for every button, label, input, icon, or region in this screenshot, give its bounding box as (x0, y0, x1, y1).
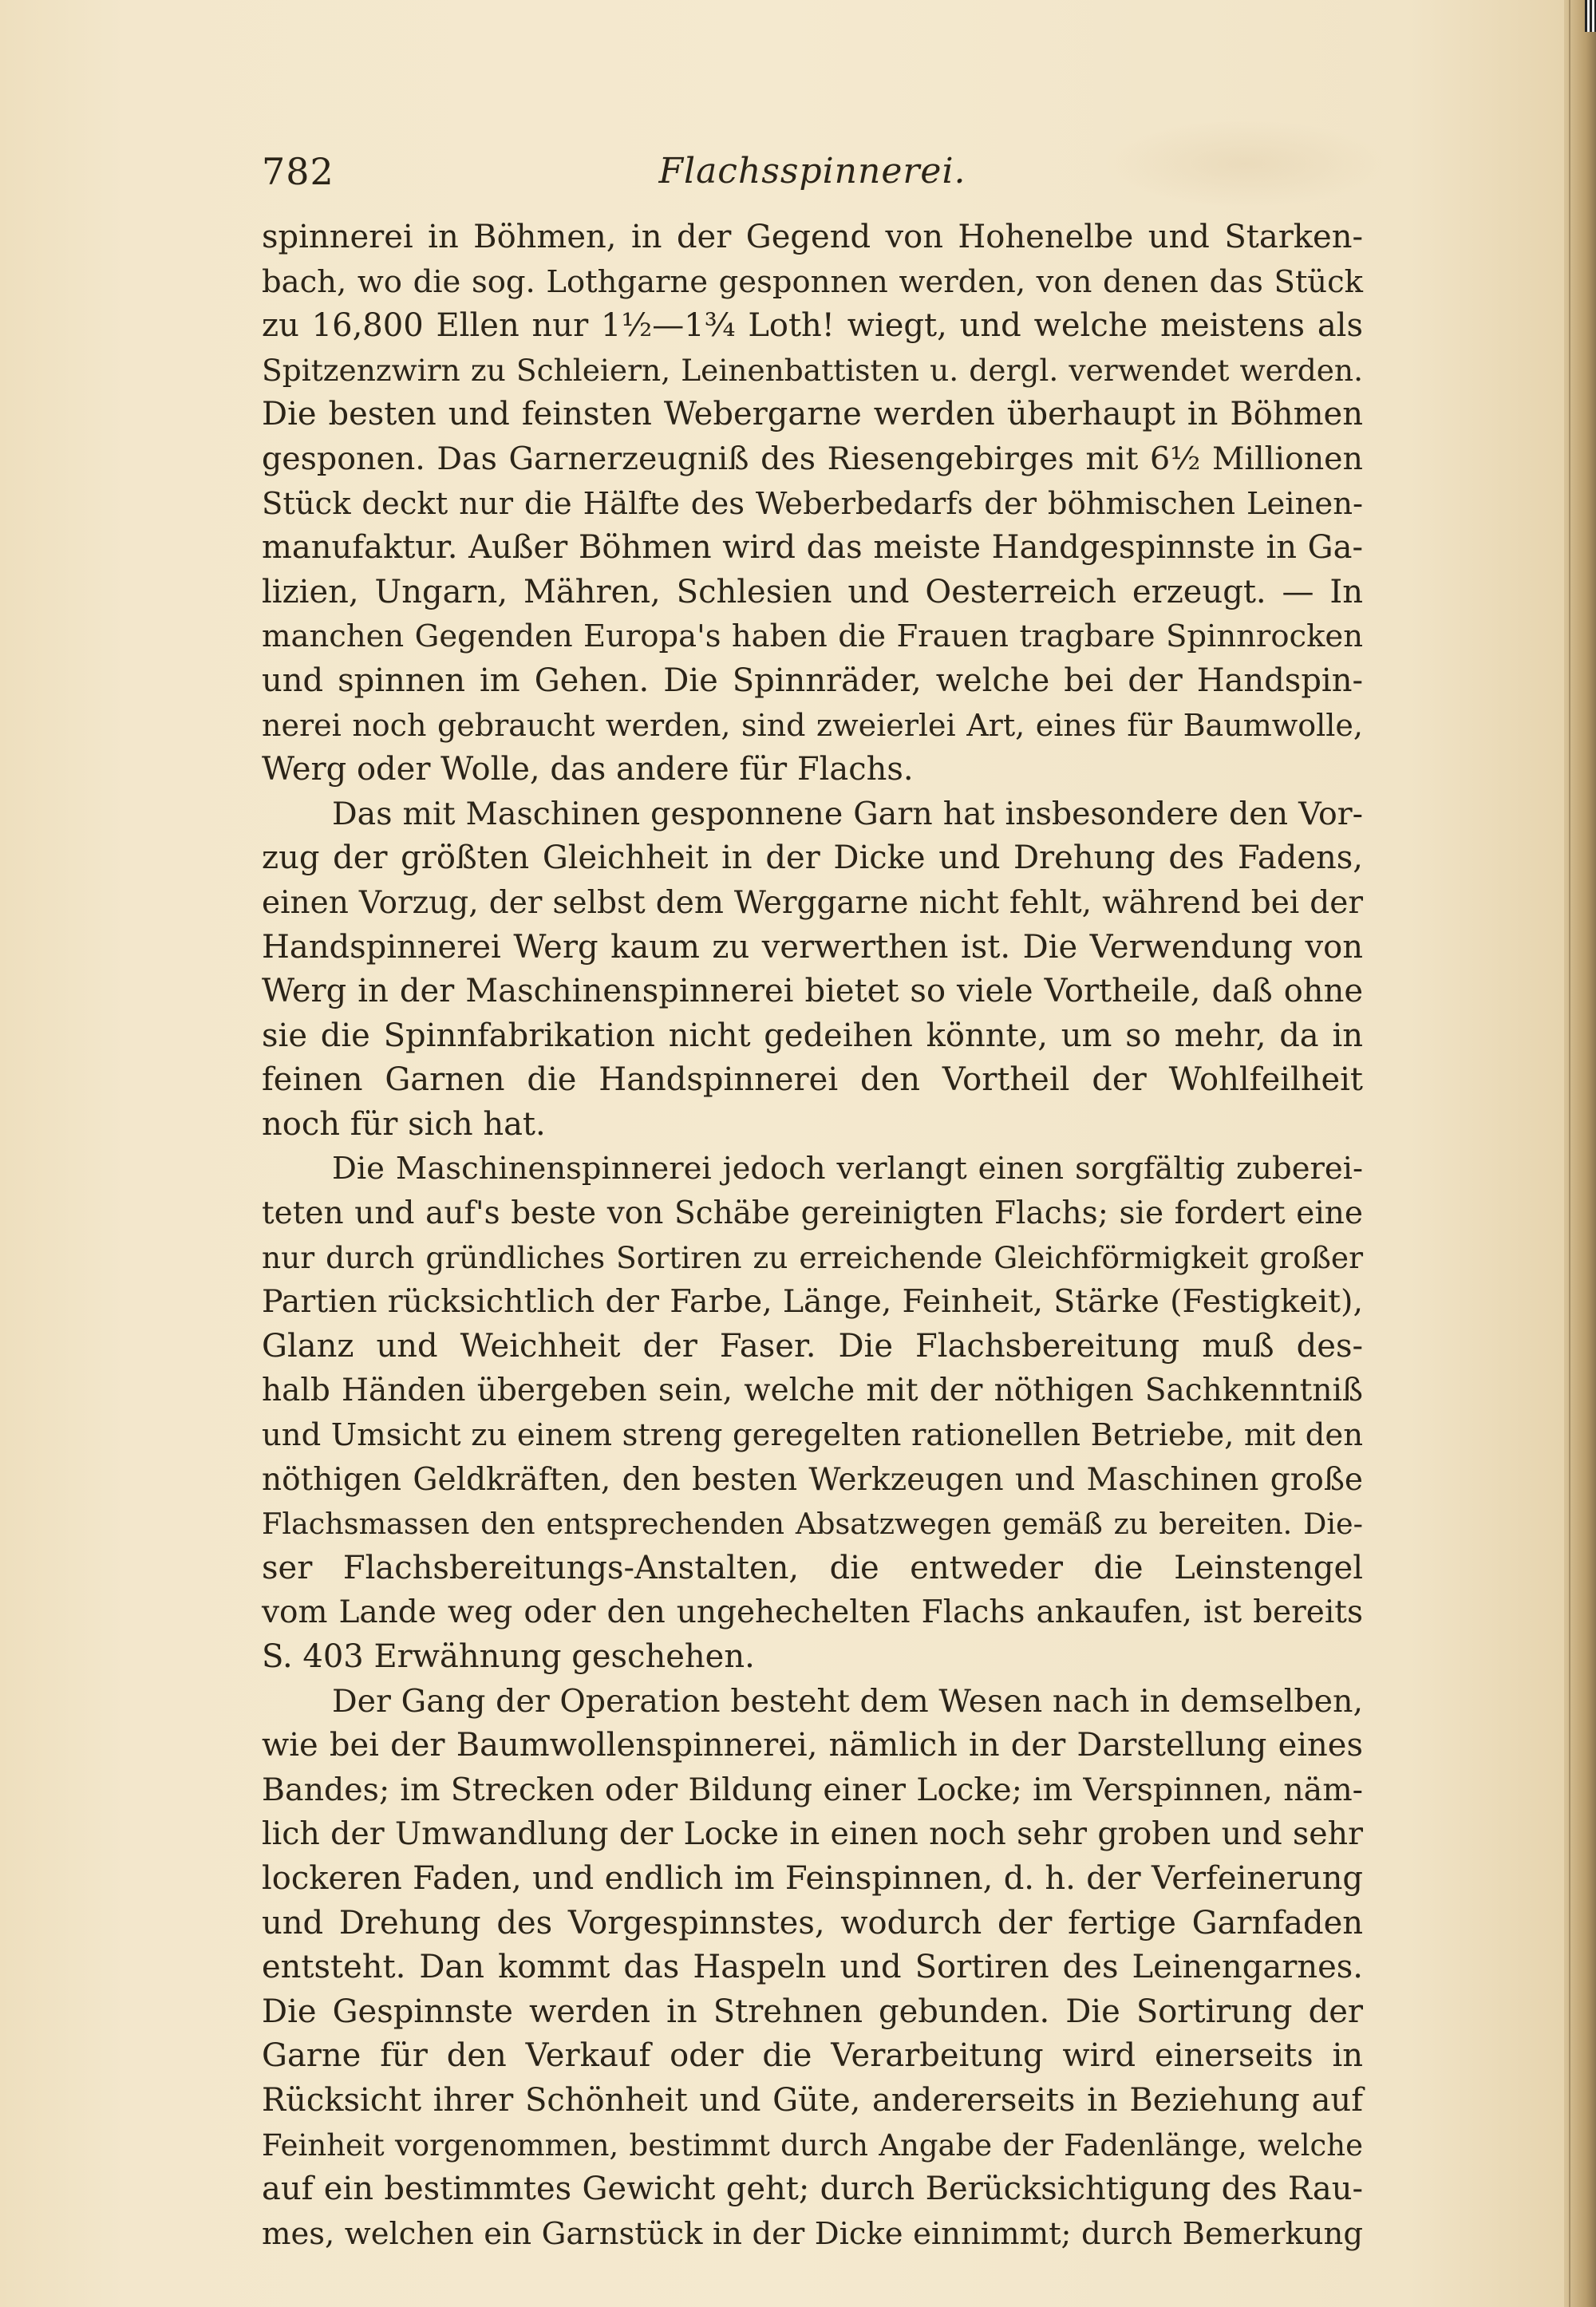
text-line: Werg oder Wolle, das andere für Flachs. (262, 751, 914, 788)
text-line: Handspinnerei Werg kaum zu verwerthen ist. Die Verwendung von (262, 928, 1363, 966)
text-line: manufaktur. Außer Böhmen wird das meiste Handgespinnste in Ga- (262, 529, 1363, 567)
text-line: Glanz und Weichheit der Faser. Die Flachsbereitung muß des- (262, 1327, 1363, 1365)
text-line: lizien, Ungarn, Mähren, Schlesien und Oesterreich erzeugt. — In (262, 573, 1363, 610)
page-edge (1564, 0, 1596, 2307)
running-title: Flachsspinnerei. (658, 151, 966, 192)
text-line: Feinheit vorgenommen, bestimmt durch Angabe der Fadenlänge, welche (262, 2127, 1363, 2163)
text-line: Das mit Maschinen gesponnene Garn hat insbesondere den Vor- (332, 795, 1363, 832)
text-line: Partien rücksichtlich der Farbe, Länge, Feinheit, Stärke (Festigkeit), (262, 1283, 1363, 1321)
text-line: Bandes; im Strecken oder Bildung einer Locke; im Verspinnen, näm- (262, 1771, 1363, 1808)
page-number: 782 (262, 150, 334, 193)
text-line: Garne für den Verkauf oder die Verarbeitung wird einerseits in (262, 2037, 1363, 2075)
text-line: Rücksicht ihrer Schönheit und Güte, andererseits in Beziehung auf (262, 2081, 1363, 2119)
text-line: nöthigen Geldkräften, den besten Werkzeugen und Maschinen große (262, 1461, 1363, 1498)
text-line: spinnerei in Böhmen, in der Gegend von Hohenelbe und Starken- (262, 219, 1363, 255)
text-line: Stück deckt nur die Hälfte des Weberbedarfs der böhmischen Leinen- (262, 485, 1363, 522)
text-line: nerei noch gebraucht werden, sind zweierlei Art, eines für Baumwolle, (262, 707, 1363, 743)
text-line: Spitzenzwirn zu Schleiern, Leinenbattisten u. dergl. verwendet werden. (262, 352, 1363, 388)
text-line: ser Flachsbereitungs-Anstalten, die entweder die Leinstengel (262, 1549, 1363, 1586)
text-line: wie bei der Baumwollenspinnerei, nämlich in der Darstellung eines (262, 1727, 1363, 1764)
text-line: zug der größten Gleichheit in der Dicke und Drehung des Fadens, (262, 839, 1363, 877)
text-line: auf ein bestimmtes Gewicht geht; durch Berücksichtigung des Rau- (262, 2171, 1363, 2208)
text-line: mes, welchen ein Garnstück in der Dicke einnimmt; durch Bemerkung (262, 2215, 1363, 2252)
text-line: entsteht. Dan kommt das Haspeln und Sortiren des Leinengarnes. (262, 1949, 1363, 1986)
text-line: S. 403 Erwähnung geschehen. (262, 1638, 755, 1675)
text-line: Flachsmassen den entsprechenden Absatzwegen gemäß zu bereiten. Die- (262, 1507, 1363, 1542)
body-text (262, 215, 1363, 2256)
paragraph-2 (262, 792, 1363, 1148)
text-line: Die Maschinenspinnerei jedoch verlangt einen sorgfältig zuberei- (332, 1151, 1363, 1187)
text-line: halb Händen übergeben sein, welche mit der nöthigen Sachkenntniß (262, 1373, 1363, 1409)
text-line: manchen Gegenden Europa's haben die Frauen tragbare Spinnrocken (262, 618, 1363, 655)
text-line: Die besten und feinsten Webergarne werden überhaupt in Böhmen (262, 396, 1363, 433)
paragraph-3 (262, 1147, 1363, 1679)
text-line: und Drehung des Vorgespinnstes, wodurch der fertige Garnfaden (262, 1904, 1363, 1942)
text-line: teten und auf's beste von Schäbe gereinigten Flachs; sie fordert eine (262, 1195, 1363, 1232)
text-line: bach, wo die sog. Lothgarne gesponnen werden, von denen das Stück (262, 263, 1363, 300)
page-header (262, 144, 1363, 199)
text-line: Die Gespinnste werden in Strehnen gebunden. Die Sortirung der (262, 1993, 1363, 2030)
text-line: zu 16,800 Ellen nur 1½—1¾ Loth! wiegt, und welche meistens als (262, 307, 1363, 345)
text-line: nur durch gründliches Sortiren zu erreichende Gleichförmigkeit großer (262, 1239, 1363, 1275)
text-line: vom Lande weg oder den ungehechelten Flachs ankaufen, ist bereits (262, 1594, 1363, 1631)
text-line: Der Gang der Operation besteht dem Wesen nach in demselben, (332, 1682, 1363, 1720)
text-line: und Umsicht zu einem streng geregelten rationellen Betriebe, mit den (262, 1417, 1363, 1454)
paragraph-1 (262, 215, 1363, 792)
paragraph-4 (262, 1680, 1363, 2257)
text-line: gesponen. Das Garnerzeugniß des Riesengebirges mit 6½ Millionen (262, 440, 1363, 477)
text-line: feinen Garnen die Handspinnerei den Vortheil der Wohlfeilheit (262, 1061, 1363, 1099)
text-line: einen Vorzug, der selbst dem Werggarne nicht fehlt, während bei der (262, 884, 1363, 921)
text-line: lockeren Faden, und endlich im Feinspinnen, d. h. der Verfeinerung (262, 1859, 1363, 1897)
text-line: noch für sich hat. (262, 1105, 546, 1143)
text-line: sie die Spinnfabrikation nicht gedeihen könnte, um so mehr, da in (262, 1017, 1363, 1054)
text-line: lich der Umwandlung der Locke in einen noch sehr groben und sehr (262, 1815, 1363, 1853)
text-line: und spinnen im Gehen. Die Spinnräder, welche bei der Handspin- (262, 662, 1363, 699)
text-line: Werg in der Maschinenspinnerei bietet so viele Vortheile, daß ohne (262, 973, 1363, 1010)
